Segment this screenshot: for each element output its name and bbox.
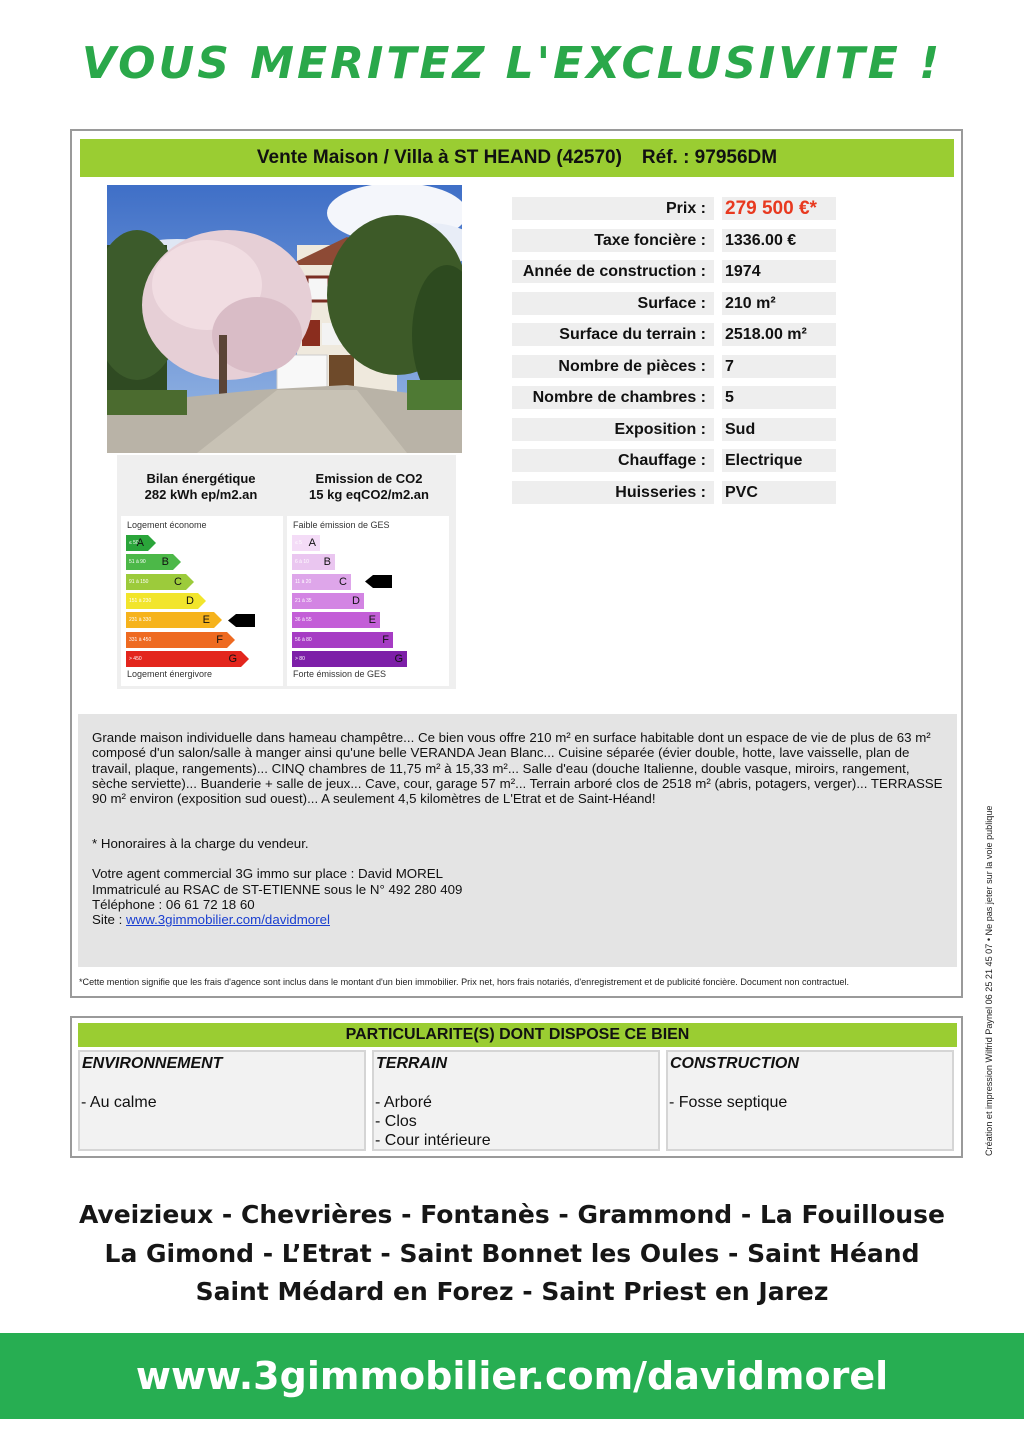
spec-label: Exposition :	[512, 418, 714, 441]
ges-band-range: 56 à 80	[295, 636, 312, 643]
features-box	[70, 1016, 963, 1158]
spec-row-bedrooms	[512, 386, 838, 409]
footer-url[interactable]: www.3gimmobilier.com/davidmorel	[135, 1354, 889, 1398]
ges-band-range: > 80	[295, 655, 305, 662]
dpe-band-g	[126, 651, 241, 667]
spec-label: Taxe foncière :	[512, 229, 714, 252]
ges-band-c	[292, 574, 351, 590]
ges-band-a	[292, 535, 320, 551]
side-credit: Création et impression Wilfrid Paynel 06 25 21 45 07 • Ne pas jeter sur la voie publique	[984, 805, 994, 1156]
towns-list	[0, 1196, 1024, 1312]
ges-band-letter: E	[368, 614, 376, 627]
ges-band-g	[292, 651, 407, 667]
dpe-band-c	[126, 574, 186, 590]
house-photo	[107, 185, 462, 453]
spec-row-rooms	[512, 355, 838, 378]
agent-line: Votre agent commercial 3G immo sur place : David MOREL	[92, 866, 444, 882]
ges-rating-marker	[365, 575, 392, 588]
spec-label: Nombre de pièces :	[512, 355, 714, 378]
ges-band-letter: G	[394, 652, 403, 665]
spec-label: Chauffage :	[512, 449, 714, 472]
ges-band-letter: D	[352, 594, 360, 607]
dpe-band-b	[126, 554, 173, 570]
description-box	[78, 714, 957, 967]
house-photo-illustration	[107, 185, 462, 453]
dpe-band-letter: F	[216, 633, 223, 646]
ges-band-range: 6 à 10	[295, 559, 309, 566]
dpe-band-range: 231 à 330	[129, 617, 152, 624]
spec-row-joinery	[512, 481, 838, 504]
feature-items	[375, 1093, 491, 1150]
spec-row-surface	[512, 292, 838, 315]
dpe-band-letter: B	[161, 556, 169, 569]
ges-band-b	[292, 554, 335, 570]
ges-scale	[287, 516, 449, 686]
spec-label: Huisseries :	[512, 481, 714, 504]
towns-line: Aveizieux - Chevrières - Fontanès - Grammond - La Fouillouse	[78, 1200, 946, 1229]
spec-row-land-surface	[512, 323, 838, 346]
dpe-title: Bilan énergétique	[146, 471, 256, 486]
spec-label: Prix :	[512, 197, 714, 220]
feature-heading: TERRAIN	[376, 1055, 448, 1072]
ges-band-f	[292, 632, 393, 648]
dpe-scale-bottom-caption: Logement énergivore	[127, 669, 213, 679]
headline: VOUS MERITEZ L'EXCLUSIVITE !	[81, 38, 943, 89]
spec-row-construction-year	[512, 260, 838, 283]
spec-label: Surface du terrain :	[512, 323, 714, 346]
spec-value: Sud	[722, 418, 836, 441]
spec-value: 279 500 €*	[722, 197, 836, 220]
ges-scale-bottom-caption: Forte émission de GES	[293, 669, 387, 679]
agent-info	[92, 866, 943, 927]
dpe-scale-top-caption: Logement économe	[127, 520, 207, 530]
feature-item: - Clos	[375, 1113, 417, 1130]
feature-items	[669, 1093, 787, 1112]
ges-band-letter: F	[382, 633, 389, 646]
feature-item: - Fosse septique	[669, 1094, 788, 1111]
feature-column-environnement	[78, 1050, 366, 1151]
features-title: PARTICULARITE(S) DONT DISPOSE CE BIEN	[78, 1023, 957, 1047]
ges-scale-top-caption: Faible émission de GES	[293, 520, 390, 530]
spec-row-exposure	[512, 418, 838, 441]
spec-row-property-tax	[512, 229, 838, 252]
description-text: Grande maison individuelle dans hameau champêtre... Ce bien vous offre 210 m² en surface habitable dont un espace de vie de plus de 63 m² composé d'un salon/salle à manger ainsi qu'une belle VERANDA Jean Blanc... Cuisine séparée (évier double, hotte, lave vaisselle, plan de travail, plaque, rangements)... CINQ chambres de 11,75 m² à 15,33 m²... Salle d'eau (douche Italienne, double vasque, miroirs, rangement, sèche serviette)... Buanderie + salle de jeux... Cave, cour, garage 57 m²... Terrain arboré clos de 2518 m² (abris, potagers, verger)... TERRASSE 90 m² environ (exposition sud ouest)... A seulement 4,5 kilomètres de L'Etrat et de Saint-Héand!	[92, 730, 943, 807]
dpe-band-letter: E	[202, 614, 210, 627]
dpe-band-range: 331 à 450	[129, 636, 152, 643]
dpe-band-letter: D	[186, 594, 194, 607]
spec-value: 1974	[722, 260, 836, 283]
dpe-band-a	[126, 535, 148, 551]
ges-band-range: 36 à 55	[295, 617, 312, 624]
spec-value: 210 m²	[722, 292, 836, 315]
dpe-band-range: 91 à 150	[129, 578, 149, 585]
dpe-band-range: 151 à 230	[129, 597, 152, 604]
feature-item: - Arboré	[375, 1094, 432, 1111]
spec-row-heating	[512, 449, 838, 472]
agent-phone: Téléphone : 06 61 72 18 60	[92, 896, 255, 912]
dpe-band-range: > 450	[129, 655, 142, 662]
ges-band-letter: B	[323, 556, 331, 569]
dpe-scale	[121, 516, 283, 686]
spec-value: Electrique	[722, 449, 836, 472]
dpe-value: 282 kWh ep/m2.an	[144, 487, 258, 502]
dpe-band-letter: G	[228, 652, 237, 665]
feature-item: - Au calme	[81, 1094, 157, 1111]
spec-label: Année de construction :	[512, 260, 714, 283]
towns-line: La Gimond - L’Etrat - Saint Bonnet les Oules - Saint Héand	[104, 1238, 920, 1268]
dpe-rating-marker	[228, 614, 255, 627]
ges-band-range: ≤ 5	[295, 540, 302, 546]
ges-value: 15 kg eqCO2/m2.an	[309, 487, 429, 502]
ges-band-letter: A	[308, 537, 316, 549]
energy-panel	[117, 455, 456, 689]
listing-title: Vente Maison / Villa à ST HEAND (42570)	[256, 147, 622, 168]
feature-column-terrain	[372, 1050, 660, 1151]
feature-items	[81, 1093, 157, 1112]
feature-column-construction	[666, 1050, 954, 1151]
agent-site-link[interactable]: www.3gimmobilier.com/davidmorel	[126, 912, 330, 928]
spec-label: Nombre de chambres :	[512, 386, 714, 409]
dpe-band-letter: A	[136, 537, 144, 549]
spec-row-price	[512, 197, 838, 220]
footer-band	[0, 1333, 1024, 1419]
agent-registration: Immatriculé au RSAC de ST-ETIENNE sous le N° 492 280 409	[92, 881, 463, 897]
dpe-band-f	[126, 632, 227, 648]
spec-value: 7	[722, 355, 836, 378]
agent-site	[92, 912, 943, 927]
dpe-band-range: 51 à 90	[129, 559, 146, 566]
dpe-band-range: ≤ 50	[129, 540, 139, 546]
price-footnote: *Cette mention signifie que les frais d'agence sont inclus dans le montant d'un bien immobilier. Prix net, hors frais notariés, d'enregistrement et de publicité foncière. Document non contractuel.	[79, 977, 850, 987]
spec-value: 2518.00 m²	[722, 323, 836, 346]
spec-value: 5	[722, 386, 836, 409]
ges-band-d	[292, 593, 364, 609]
dpe-band-d	[126, 593, 198, 609]
ges-summary	[285, 471, 453, 503]
listing-reference: Réf. : 97956DM	[641, 147, 778, 168]
listing-card	[70, 129, 963, 998]
agent-site-label: Site :	[92, 912, 123, 928]
dpe-band-letter: C	[174, 575, 182, 588]
fee-note: * Honoraires à la charge du vendeur.	[92, 836, 309, 851]
ges-band-letter: C	[339, 575, 347, 588]
feature-heading: ENVIRONNEMENT	[82, 1055, 223, 1072]
spec-label: Surface :	[512, 292, 714, 315]
listing-title-bar	[80, 139, 954, 177]
dpe-summary	[117, 471, 285, 503]
ges-band-e	[292, 612, 380, 628]
feature-item: - Cour intérieure	[375, 1132, 491, 1149]
ges-band-range: 11 à 20	[295, 578, 312, 585]
feature-heading: CONSTRUCTION	[670, 1055, 799, 1072]
ges-title: Emission de CO2	[315, 471, 423, 486]
ges-band-range: 21 à 35	[295, 597, 312, 604]
spec-value: PVC	[722, 481, 836, 504]
towns-line: Saint Médard en Forez - Saint Priest en Jarez	[195, 1277, 829, 1306]
dpe-band-e	[126, 612, 214, 628]
spec-value: 1336.00 €	[722, 229, 836, 252]
